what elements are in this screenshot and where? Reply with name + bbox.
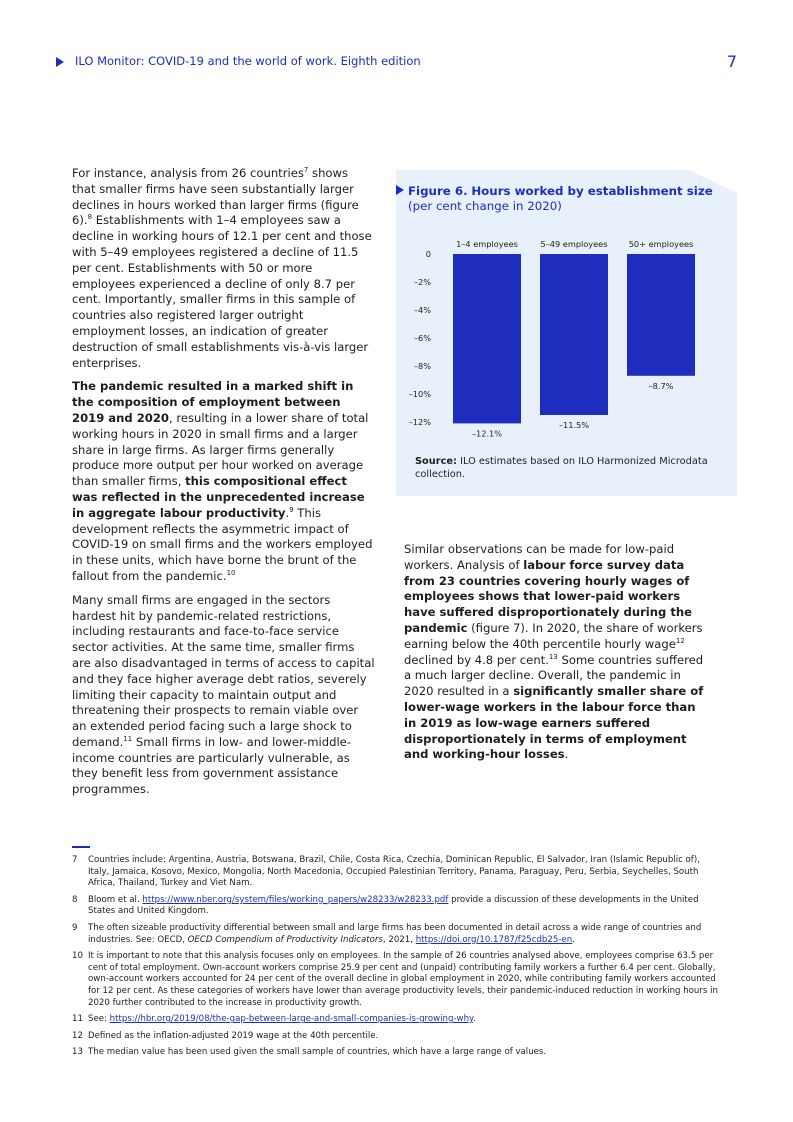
paragraph-firm-size: For instance, analysis from 26 countries$^7$ shows that smaller firms have seen substantially larger declines in hours worked than larger firms (figure 6).$^8$ Establishments with 1–4 employees saw a decline in working hours of 12.1 per cent and those with 5–49 employees registered a decline of 11.5 per cent. Establishments with 50 or more employees experienced a decline of only 8.7 per cent. Importantly, smaller firms in this sample of countries also registered larger outright employment losses, an indication of greater destruction of small establishments vis-à-vis larger enterprises. bbox=[72, 166, 372, 370]
footnote-ref-11[interactable]: 11 bbox=[123, 735, 133, 744]
footnote-ref-10[interactable]: 10 bbox=[226, 569, 236, 578]
paragraph-small-firms-vulnerable: Many small firms are engaged in the sectors hardest hit by pandemic-related restrictions, including restaurants and face-to-face service sector activities. At the same time, smaller firms are also disadvantaged in terms of access to capital and they face higher average debt ratios, severely limiting their capacity to maintain output and threatening their prospects to remain viable over an extended period facing such a large shock to demand.$^{11}$ Small firms in low- and lower-middle-income countries are particularly vulnerable, as they benefit less from government assistance programmes. bbox=[72, 592, 375, 797]
page-number: 7 bbox=[726, 52, 737, 71]
y-tick-label: –8% bbox=[413, 361, 431, 371]
header-triangle-icon bbox=[56, 57, 64, 67]
right-column bbox=[404, 542, 704, 771]
footnote-10: 10 It is important to note that this analysis focuses only on employees. In the sample of 26 countries analysed above, employees comprise 63.5 per cent of total employment. Own-account workers comprise 25.9 per cent and (unpaid) contributing family workers a further 6.4 per cent. Globally, own-account workers accounted for 24 per cent of the overall decline in global employment in 2020, while contributing family workers accounted for 12 per cent. As these categories of workers have lower than average productivity levels, their pandemic-induced reduction in working hours in 2020 further contributed to the increase in productivity growth. bbox=[72, 951, 718, 1008]
footnote-11: 11 See: https://hbr.org/2019/08/the-gap-between-large-and-small-companies-is-growing-why. bbox=[72, 1014, 476, 1025]
bar bbox=[540, 254, 608, 415]
figure-title: Hours worked by establishment size bbox=[471, 184, 713, 198]
paragraph-composition-shift: The pandemic resulted in a marked shift in the composition of employment between 2019 and 2020, resulting in a lower share of total working hours in 2020 in small firms and a larger share in large firms. As larger firms generally produce more output per hour worked on average than smaller firms, this compositional effect was reflected in the unprecedented increase in aggregate labour productivity.$^9$ This development reflects the asymmetric impact of COVID-19 on small firms and the workers employed in these units, which have borne the brunt of the fallout from the pandemic.$^{10}$ bbox=[72, 379, 373, 583]
footnote-12: 12 Defined as the inflation-adjusted 2019 wage at the 40th percentile. bbox=[72, 1030, 379, 1041]
figure-heading bbox=[396, 184, 726, 214]
footnote-ref-13[interactable]: 13 bbox=[548, 652, 558, 661]
y-tick-label: –6% bbox=[413, 333, 431, 343]
bar bbox=[627, 254, 695, 376]
category-label: 1–4 employees bbox=[456, 239, 518, 249]
nber-link[interactable]: https://www.nber.org/system/files/working_papers/w28233/w28233.pdf bbox=[142, 894, 449, 905]
figure-subtitle: (per cent change in 2020) bbox=[408, 199, 562, 213]
category-label: 50+ employees bbox=[628, 239, 694, 249]
figure-source: Source: ILO estimates based on ILO Harmonized Microdata collection. bbox=[415, 456, 708, 480]
footnotes bbox=[72, 855, 722, 1064]
oecd-doi-link[interactable]: https://doi.org/10.1787/f25cdb25-en bbox=[415, 934, 573, 945]
footnote-ref-8[interactable]: 8 bbox=[87, 213, 93, 222]
footnote-7: 7 Countries include: Argentina, Austria, Botswana, Brazil, Chile, Costa Rica, Czechia, Dominican Republic, El Salvador, Iran (Islamic Republic of), Italy, Jamaica, Kosovo, Mexico, Mongolia, North Macedonia, Occupied Palestinian Territory, Panama, Paraguay, Peru, Serbia, Seychelles, South Africa, Thailand, Turkey and Viet Nam. bbox=[72, 855, 700, 889]
y-tick-label: –4% bbox=[413, 305, 431, 315]
paragraph-low-paid-workers: Similar observations can be made for low-paid workers. Analysis of labour force survey data from 23 countries covering hourly wages of employees shows that lower-paid workers have suffered disproportionately during the pandemic (figure 7). In 2020, the share of workers earning below the 40th percentile hourly wage$^{12}$ declined by 4.8 per cent.$^{13}$ Some countries suffered a much larger decline. Overall, the pandemic in 2020 resulted in a significantly smaller share of lower-wage workers in the labour force than in 2019 as low-wage earners suffered disproportionately in terms of employment and working-hour losses. bbox=[404, 542, 704, 762]
running-header-title: ILO Monitor: COVID-19 and the world of work. Eighth edition bbox=[75, 54, 421, 68]
bar-value-label: –12.1% bbox=[471, 428, 503, 439]
bar-value-label: –11.5% bbox=[558, 420, 590, 430]
footnote-ref-9[interactable]: 9 bbox=[289, 505, 294, 514]
footnote-divider bbox=[72, 846, 90, 848]
y-tick-label: 0 bbox=[425, 249, 431, 259]
y-tick-label: –12% bbox=[408, 417, 431, 427]
bar-value-label: –8.7% bbox=[648, 380, 674, 391]
footnote-ref-12[interactable]: 12 bbox=[675, 636, 685, 645]
footnote-9: 9 The often sizeable productivity differential between small and large firms has been documented in detail across a wide range of countries and industries. See: OECD, OECD Compendium of Productivity Indicators, 2021, https://doi.org/10.1787/f25cdb25-en. bbox=[72, 922, 702, 945]
category-label: 5–49 employees bbox=[540, 239, 608, 249]
footnote-13: 13 The median value has been used given the small sample of countries, which have a large range of values. bbox=[72, 1047, 547, 1058]
y-tick-label: –10% bbox=[408, 389, 431, 399]
footnote-8: 8 Bloom et al. https://www.nber.org/system/files/working_papers/w28233/w28233.pdf provide a discussion of these developments in the United States and United Kingdom. bbox=[72, 894, 699, 917]
figure-label: Figure 6. bbox=[408, 184, 468, 198]
hbr-link[interactable]: https://hbr.org/2019/08/the-gap-between-large-and-small-companies-is-growing-why bbox=[109, 1014, 473, 1025]
bar-chart bbox=[396, 230, 737, 445]
y-tick-label: –2% bbox=[413, 277, 431, 287]
footnote-ref-7[interactable]: 7 bbox=[303, 166, 309, 175]
bar bbox=[453, 254, 521, 423]
left-column bbox=[72, 166, 375, 806]
figure-triangle-icon bbox=[396, 185, 404, 195]
